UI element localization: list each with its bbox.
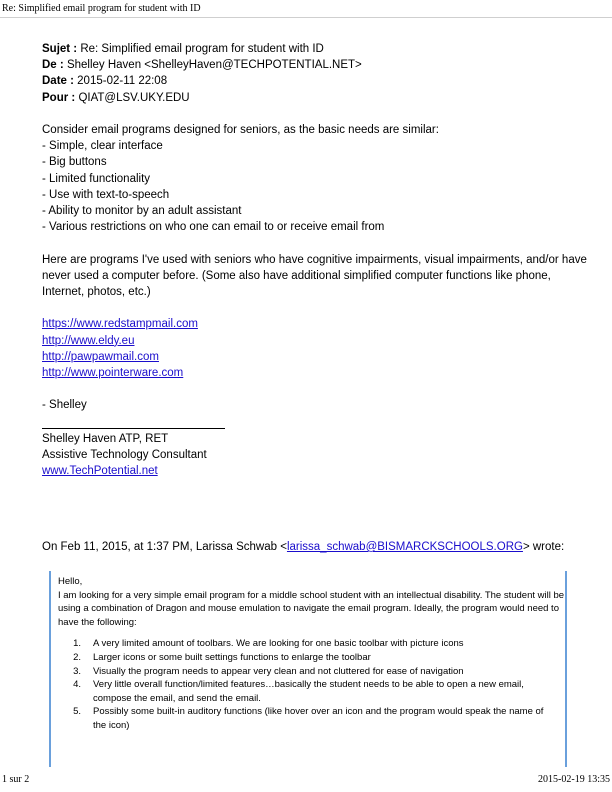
link-redstampmail[interactable]: https://www.redstampmail.com	[42, 318, 198, 331]
list-number: 1.	[73, 638, 81, 650]
list-number: 2.	[73, 651, 81, 663]
list-item	[58, 651, 565, 665]
list-item: - Use with text-to-speech	[42, 188, 170, 201]
program-links	[42, 316, 590, 381]
list-number: 5.	[73, 706, 81, 718]
signature-divider	[42, 414, 225, 429]
list-item	[58, 665, 565, 679]
quote-sender-email-link[interactable]: larissa_schwab@BISMARCKSCHOOLS.ORG	[286, 541, 523, 553]
quote-attribution-before: On Feb 11, 2015, at 1:37 PM, Larissa Schwab <	[42, 541, 287, 553]
list-item: - Big buttons	[42, 156, 107, 169]
list-item	[58, 637, 565, 651]
print-datetime: 2015-02-19 13:35	[538, 774, 610, 785]
quoted-message	[49, 571, 567, 767]
signature-name: Shelley Haven ATP, RET	[42, 432, 169, 445]
quote-attribution-after: > wrote:	[522, 541, 565, 553]
signature-website-link[interactable]: www.TechPotential.net	[42, 465, 158, 478]
list-item: - Limited functionality	[42, 172, 151, 185]
link-pawpawmail[interactable]: http://pawpawmail.com	[42, 350, 159, 363]
signature-role: Assistive Technology Consultant	[42, 448, 207, 461]
subject-line	[42, 41, 590, 57]
subject-label: Sujet :	[42, 43, 78, 55]
to-label: Pour :	[42, 91, 76, 104]
requirements-list	[58, 637, 565, 732]
list-text: Larger icons or some built settings functions to enlarge the toolbar	[93, 651, 371, 663]
list-item	[58, 678, 565, 705]
needs-list	[42, 138, 590, 235]
from-value: Shelley Haven <ShelleyHaven@TECHPOTENTIAL.NET>	[66, 59, 362, 72]
list-text: Visually the program needs to appear very clean and not cluttered for ease of navigation	[93, 665, 464, 677]
date-value: 2015-02-11 22:08	[77, 75, 168, 88]
link-pointerware[interactable]: http://www.pointerware.com	[42, 367, 184, 380]
from-line	[42, 57, 590, 73]
list-item: - Ability to monitor by an adult assistant	[42, 205, 242, 218]
list-text: Very little overall function/limited features…basically the student needs to be able to open a new email, compose the email, and send the email.	[93, 679, 524, 704]
to-line	[42, 90, 590, 106]
list-text: A very limited amount of toolbars. We are looking for one basic toolbar with picture icons	[93, 638, 464, 650]
link-eldy[interactable]: http://www.eldy.eu	[42, 334, 135, 347]
quote-paragraph: I am looking for a very simple email program for a middle school student with an intellectual disability. The student will be using a combination of Dragon and mouse emulation to navigate the email program. Ideally, the program would need to have the following:	[58, 589, 565, 628]
quote-greeting: Hello,	[58, 576, 83, 587]
list-number: 3.	[73, 665, 81, 677]
list-item	[58, 705, 565, 732]
to-value: QIAT@LSV.UKY.EDU	[78, 91, 190, 104]
list-number: 4.	[73, 679, 81, 691]
print-header-title: Re: Simplified email program for student with ID	[0, 0, 612, 18]
subject-value: Re: Simplified email program for student with ID	[80, 43, 324, 55]
signoff: - Shelley	[42, 399, 87, 412]
quote-attribution	[42, 539, 602, 555]
date-line	[42, 73, 590, 89]
programs-paragraph: Here are programs I've used with seniors who have cognitive impairments, visual impairments, and/or have never used a computer before. (Some also have additional simplified computer functions like phone, Internet, photos, etc.)	[42, 253, 587, 299]
list-item: - Various restrictions on who one can email to or receive email from	[42, 221, 385, 234]
intro-text: Consider email programs designed for seniors, as the basic needs are similar:	[42, 124, 439, 136]
page-number: 1 sur 2	[2, 774, 30, 785]
date-label: Date :	[42, 75, 74, 88]
list-item: - Simple, clear interface	[42, 140, 163, 153]
from-label: De :	[42, 59, 64, 72]
list-text: Possibly some built-in auditory functions (like hover over an icon and the program would speak the name of the icon)	[93, 706, 544, 731]
email-message	[42, 41, 590, 479]
